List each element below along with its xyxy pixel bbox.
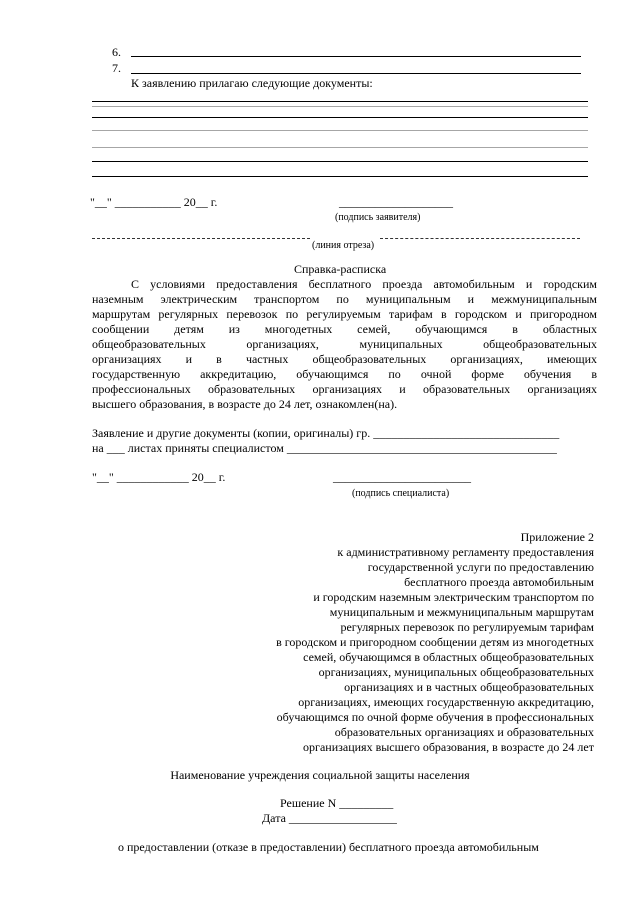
specialist-name-line: _____________________________________________ bbox=[286, 441, 557, 455]
documents-line bbox=[92, 161, 588, 162]
appendix-line: организациях и в частных общеобразовательных bbox=[344, 680, 594, 694]
documents-intro: К заявлению прилагаю следующие документы: bbox=[131, 76, 373, 90]
list-item-7 bbox=[112, 61, 121, 76]
appendix-line: организациях, имеющих государственную аккредитацию, bbox=[298, 695, 594, 709]
list-number: 7. bbox=[112, 61, 121, 75]
receipt-line: высшего образования, в возрасте до 24 лет, ознакомлен(на). bbox=[92, 397, 398, 411]
receipt-date-field: "__" ____________ 20__ г. bbox=[92, 470, 226, 484]
decision-date: Дата __________________ bbox=[262, 811, 397, 825]
receipt-title: Справка-расписка bbox=[294, 262, 387, 276]
receipt-line: профессиональных образовательных организациях и образовательных организациях bbox=[92, 382, 597, 396]
appendix-line: Приложение 2 bbox=[520, 530, 594, 544]
documents-line bbox=[92, 176, 588, 177]
accepted-line-2 bbox=[92, 441, 557, 456]
documents-line bbox=[92, 101, 588, 102]
appendix-line: обучающимся по очной форме обучения в профессиональных bbox=[276, 710, 594, 724]
signature-caption: (подпись заявителя) bbox=[335, 212, 421, 223]
receipt-line: сообщении детям из многодетных семей, обучающимся в областных bbox=[92, 322, 597, 336]
appendix-line: муниципальным и межмуниципальным маршрутам bbox=[329, 605, 594, 619]
appendix-line: к административному регламенту предоставления bbox=[337, 545, 594, 559]
signature-line: ___________________ bbox=[339, 195, 453, 209]
fill-line bbox=[131, 73, 581, 74]
cut-line-left bbox=[92, 238, 310, 239]
documents-line bbox=[92, 117, 588, 118]
accepted-line-2-text: на ___ листах приняты специалистом bbox=[92, 441, 284, 455]
date-field: "__" ___________ 20__ г. bbox=[90, 195, 218, 209]
decision-subject: о предоставлении (отказе в предоставлении) бесплатного проезда автомобильным bbox=[118, 840, 539, 854]
receipt-line: наземным электрическим транспортом по муниципальным и межмуниципальным bbox=[92, 292, 597, 306]
appendix-line: организациях высшего образования, в возрасте до 24 лет bbox=[303, 740, 594, 754]
cut-line-right bbox=[380, 238, 580, 239]
appendix-line: и городским наземным электрическим транспортом по bbox=[313, 590, 594, 604]
institution-name: Наименование учреждения социальной защиты населения bbox=[170, 768, 470, 782]
documents-line bbox=[92, 147, 588, 148]
cut-line-label: (линия отреза) bbox=[312, 240, 375, 251]
receipt-line: маршрутам регулярных перевозок по регулируемым тарифам в городском и пригородном bbox=[92, 307, 597, 321]
decision-number: Решение N _________ bbox=[280, 796, 394, 810]
accepted-line-1-text: Заявление и другие документы (копии, оригиналы) гр. bbox=[92, 426, 371, 440]
appendix-line: регулярных перевозок по регулируемым тарифам bbox=[340, 620, 594, 634]
accepted-line-1 bbox=[92, 426, 559, 441]
receipt-line: общеобразовательных организациях, муниципальных общеобразовательных bbox=[92, 337, 597, 351]
receipt-line: организациях и в частных общеобразовательных организациях, имеющих bbox=[92, 352, 597, 366]
appendix-line: бесплатного проезда автомобильным bbox=[404, 575, 594, 589]
specialist-signature-line: _______________________ bbox=[333, 470, 471, 484]
list-item-6 bbox=[112, 45, 121, 60]
receipt-line: С условиями предоставления бесплатного проезда автомобильным и городским bbox=[131, 277, 597, 291]
fill-line bbox=[131, 56, 581, 57]
appendix-line: семей, обучающимся в областных общеобразовательных bbox=[303, 650, 594, 664]
documents-line bbox=[92, 106, 588, 107]
documents-line bbox=[92, 130, 588, 131]
applicant-name-line: _______________________________ bbox=[373, 426, 560, 440]
receipt-line: государственную аккредитацию, обучающимся по очной форме обучения в bbox=[92, 367, 597, 381]
appendix-line: государственной услуги по предоставлению bbox=[367, 560, 594, 574]
appendix-line: образовательных организациях и образовательных bbox=[334, 725, 594, 739]
appendix-line: организациях, муниципальных общеобразовательных bbox=[318, 665, 594, 679]
list-number: 6. bbox=[112, 45, 121, 59]
appendix-line: в городском и пригородном сообщении детям из многодетных bbox=[276, 635, 594, 649]
specialist-signature-caption: (подпись специалиста) bbox=[352, 488, 450, 499]
